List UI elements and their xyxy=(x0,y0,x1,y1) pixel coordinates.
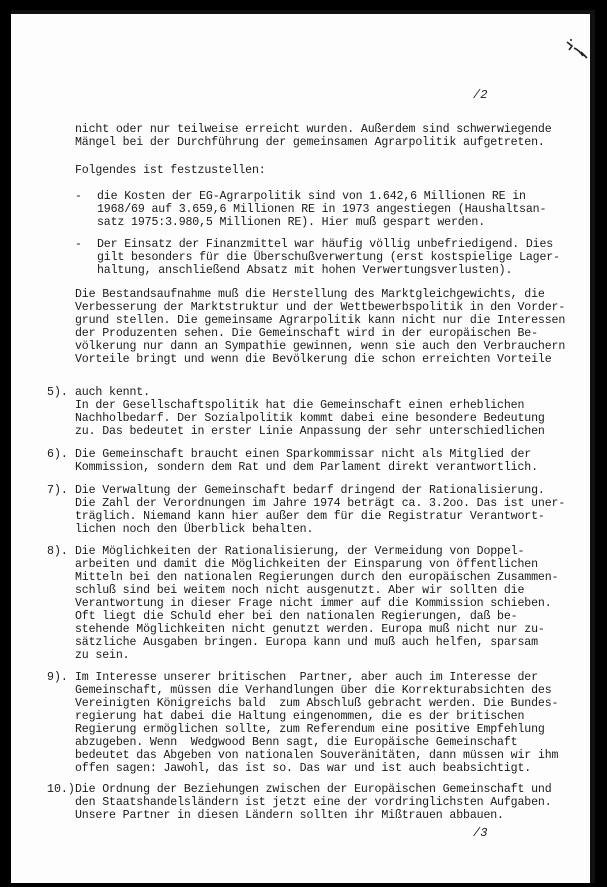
page-number-top: /2 xyxy=(473,88,488,102)
item-9-line-2: Gemeinschaft, müssen die Verhandlungen über die Korrekturabsichten des xyxy=(75,684,552,697)
item-9-line-4: regierung hat dabei die Haltung eingenommen, die es der britischen xyxy=(75,710,525,723)
intro-line-1: nicht oder nur teilweise erreicht wurden. Außerdem sind schwerwiegende xyxy=(75,123,552,136)
bullet-2-line-2: gilt besonders für die Überschußverwertung (erst kostspielige Lager- xyxy=(97,251,560,264)
assessment-line-2: Verbesserung der Marktstruktur und der Wettbewerbspolitik in den Vorder- xyxy=(75,301,566,314)
item-8-line-8: sätzliche Ausgaben bringen. Europa kann und muß auch helfen, sparsam xyxy=(75,636,538,649)
item-9-line-7: bedeutet das Abgeben von nationalen Souveränitäten, dann müssen wir ihm xyxy=(75,749,559,762)
item-number: 10.) xyxy=(47,783,75,796)
top-border xyxy=(11,10,595,14)
item-8-line-3: Mitteln bei den nationalen Regierungen durch den europäischen Zusammen- xyxy=(75,571,559,584)
item-5-line-4: zu. Das bedeutet in erster Linie Anpassung der sehr unterschiedlichen xyxy=(75,425,545,438)
item-8-line-5: Verantwortung in dieser Frage nicht immer auf die Kommission schieben. xyxy=(75,597,552,610)
item-number: 8). xyxy=(47,545,68,558)
item-6-line-1: Die Gemeinschaft braucht einen Sparkommissar nicht als Mitglied der xyxy=(75,448,532,461)
item-10-line-3: Unsere Partner in diesen Ländern sollten ihr Mißtrauen abbauen. xyxy=(75,809,504,822)
item-5-line-1: auch kennt. xyxy=(75,386,150,399)
bullet-1-line-1: die Kosten der EG-Agrarpolitik sind von 1.642,6 Millionen RE in xyxy=(97,190,526,203)
item-8-line-2: arbeiten und damit die Möglichkeiten der Einsparung von öffentlichen xyxy=(75,558,538,571)
assessment-line-5: völkerung nur dann an Sympathie gewinnen, wenn sie auch den Verbrauchern xyxy=(75,340,566,353)
assessment-line-1: Die Bestandsaufnahme muß die Herstellung des Marktgleichgewichts, die xyxy=(75,288,545,301)
item-number: 7). xyxy=(47,484,68,497)
item-9-line-5: Regierung ermöglichen sollte, zum Referendum eine positive Empfehlung xyxy=(75,723,545,736)
bullet-marker: - xyxy=(75,238,82,251)
item-7-line-4: lichen noch den Überblick behalten. xyxy=(75,523,314,536)
assessment-line-3: grund stellen. Die gemeinsame Agrarpolitik kann nicht nur die Interessen xyxy=(75,314,566,327)
section-heading: Folgendes ist festzustellen: xyxy=(75,164,266,177)
item-5-line-2: In der Gesellschaftspolitik hat die Gemeinschaft einen erheblichen xyxy=(75,399,525,412)
item-10-line-1: Die Ordnung der Beziehungen zwischen der Europäischen Gemeinschaft und xyxy=(75,783,552,796)
right-border xyxy=(590,10,595,883)
item-5-line-3: Nachholbedarf. Der Sozialpolitik kommt dabei eine besondere Bedeutung xyxy=(75,412,545,425)
item-6-line-2: Kommission, sondern dem Rat und dem Parlament direkt verantwortlich. xyxy=(75,461,538,474)
item-7-line-3: träglich. Niemand kann hier außer dem für die Registratur Verantwort- xyxy=(75,510,545,523)
item-9-line-1: Im Interesse unserer britischen Partner, aber auch im Interesse der xyxy=(75,671,538,684)
item-9-line-3: Vereinigten Königreichs bald zum Abschluß gebracht werden. Die Bundes- xyxy=(75,697,559,710)
item-8-line-4: schluß sind bei weitem noch nicht ausgenutzt. Aber wir sollten die xyxy=(75,584,525,597)
intro-line-2: Mängel bei der Durchführung der gemeinsamen Agrarpolitik aufgetreten. xyxy=(75,136,545,149)
item-9-line-6: abzugeben. Wenn Wedgwood Benn sagt, die Europäische Gemeinschaft xyxy=(75,736,518,749)
item-8-line-9: zu sein. xyxy=(75,649,130,662)
document-page xyxy=(11,10,595,883)
bullet-1-line-2: 1968/69 auf 3.659,6 Millionen RE in 1973 angestiegen (Haushaltsan- xyxy=(97,203,547,216)
item-number: 6). xyxy=(47,448,68,461)
bullet-marker: - xyxy=(75,190,82,203)
item-9-line-8: offen sagen: Jawohl, das ist so. Das war und ist auch beabsichtigt. xyxy=(75,762,532,775)
handwritten-mark-icon xyxy=(563,36,591,64)
bullet-2-line-3: haltung, anschließend Absatz mit hohen Verwertungsverlusten). xyxy=(97,264,513,277)
item-7-line-1: Die Verwaltung der Gemeinschaft bedarf dringend der Rationalisierung. xyxy=(75,484,545,497)
item-8-line-7: stehende Möglichkeiten nicht genutzt werden. Europa muß nicht nur zu- xyxy=(75,623,545,636)
page-number-bottom: /3 xyxy=(473,826,488,840)
assessment-line-6: Vorteile bringt und wenn die Bevölkerung die schon erreichten Vorteile xyxy=(75,353,552,366)
item-7-line-2: Die Zahl der Verordnungen im Jahre 1974 beträgt ca. 3.2oo. Das ist uner- xyxy=(75,497,566,510)
assessment-line-4: der Produzenten sehen. Die Gemeinschaft wird in der europäischen Be- xyxy=(75,327,538,340)
item-number: 9). xyxy=(47,671,68,684)
item-8-line-6: Oft liegt die Schuld eher bei den nationalen Regierungen, daß be- xyxy=(75,610,518,623)
bullet-2-line-1: Der Einsatz der Finanzmittel war häufig völlig unbefriedigend. Dies xyxy=(97,238,554,251)
item-8-line-1: Die Möglichkeiten der Rationalisierung, der Vermeidung von Doppel- xyxy=(75,545,525,558)
bullet-1-line-3: satz 1975:3.980,5 Millionen RE). Hier muß gespart werden. xyxy=(97,216,486,229)
item-number: 5). xyxy=(47,386,68,399)
item-10-line-2: den Staatshandelsländern ist jetzt eine der vordringlichsten Aufgaben. xyxy=(75,796,552,809)
